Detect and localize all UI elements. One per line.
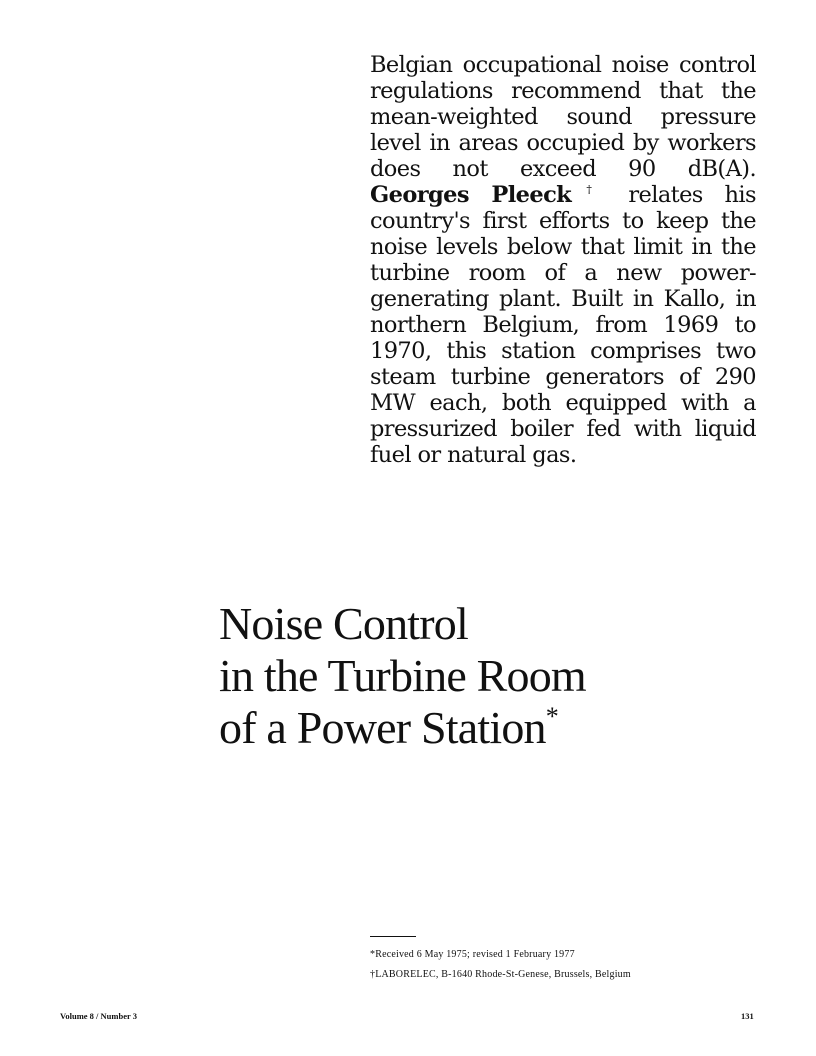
- page-number: 131: [741, 1011, 754, 1021]
- abstract-paragraph: [370, 52, 756, 468]
- title-footnote-mark: *: [545, 702, 558, 731]
- footnote-affiliation: †LABORELEC, B-1640 Rhode-St-Genese, Brussels, Belgium: [370, 969, 631, 980]
- title-line-2: in the Turbine Room: [219, 650, 586, 701]
- title-line-3: [219, 702, 586, 754]
- author-affiliation-mark: †: [571, 183, 607, 196]
- article-title: [219, 598, 586, 754]
- volume-number: Volume 8 / Number 3: [60, 1011, 137, 1021]
- author-name: Georges Pleeck: [370, 182, 572, 208]
- title-line-1: Noise Control: [219, 598, 468, 649]
- footnote-received: *Received 6 May 1975; revised 1 February 1977: [370, 949, 575, 960]
- abstract-text-part-2: relates his country's first efforts to keep the noise levels below that limit in the turbine room of a new power-generating plant. Built in Kallo, in northern Belgium, from 1969 to 1970, this station comprises two steam turbine generators of 290 MW each, both equipped with a pressurized boiler fed with liquid fuel or natural gas.: [370, 182, 756, 468]
- footnotes: [370, 945, 631, 985]
- title-line-3-text: of a Power Station: [219, 702, 546, 753]
- footnote-rule: [370, 936, 416, 937]
- abstract-text-part-1: Belgian occupational noise control regulations recommend that the mean-weighted sound pressure level in areas occupied by workers does not exceed 90 dB(A).: [370, 52, 756, 182]
